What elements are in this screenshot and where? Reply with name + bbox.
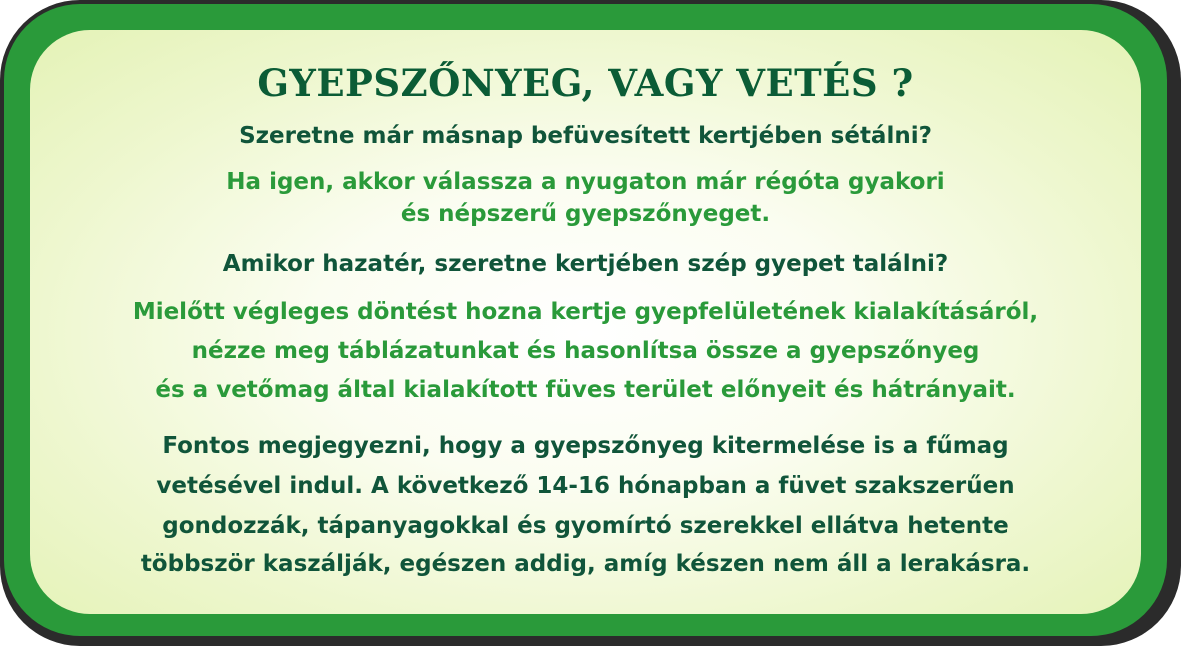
note-line-2: vetésével indul. A következő 14-16 hónapban a füvet szakszerűen xyxy=(156,473,1015,499)
info-content xyxy=(30,30,1141,614)
note-line-1: Fontos megjegyezni, hogy a gyepszőnyeg kitermelése is a fűmag xyxy=(162,433,1009,459)
answer-1-line-2: és népszerű gyepszőnyeget. xyxy=(400,201,771,227)
question-2: Amikor hazatér, szeretne kertjében szép gyepet találni? xyxy=(222,251,949,277)
question-1: Szeretne már másnap befüvesített kertjében sétálni? xyxy=(239,123,932,149)
answer-1-line-1: Ha igen, akkor válassza a nyugaton már régóta gyakori xyxy=(226,169,945,195)
answer-2-line-3: és a vetőmag által kialakított füves terület előnyeit és hátrányait. xyxy=(155,377,1016,403)
note-line-3: gondozzák, tápanyagokkal és gyomírtó szerekkel ellátva hetente xyxy=(162,513,1009,539)
note-line-4: többször kaszálják, egészen addig, amíg készen nem áll a lerakásra. xyxy=(140,551,1031,577)
answer-2-line-2: nézze meg táblázatunkat és hasonlítsa össze a gyepszőnyeg xyxy=(191,338,980,364)
page-title: GYEPSZŐNYEG, VAGY VETÉS ? xyxy=(257,61,914,105)
answer-2-line-1: Mielőtt végleges döntést hozna kertje gyepfelületének kialakításáról, xyxy=(132,299,1039,325)
